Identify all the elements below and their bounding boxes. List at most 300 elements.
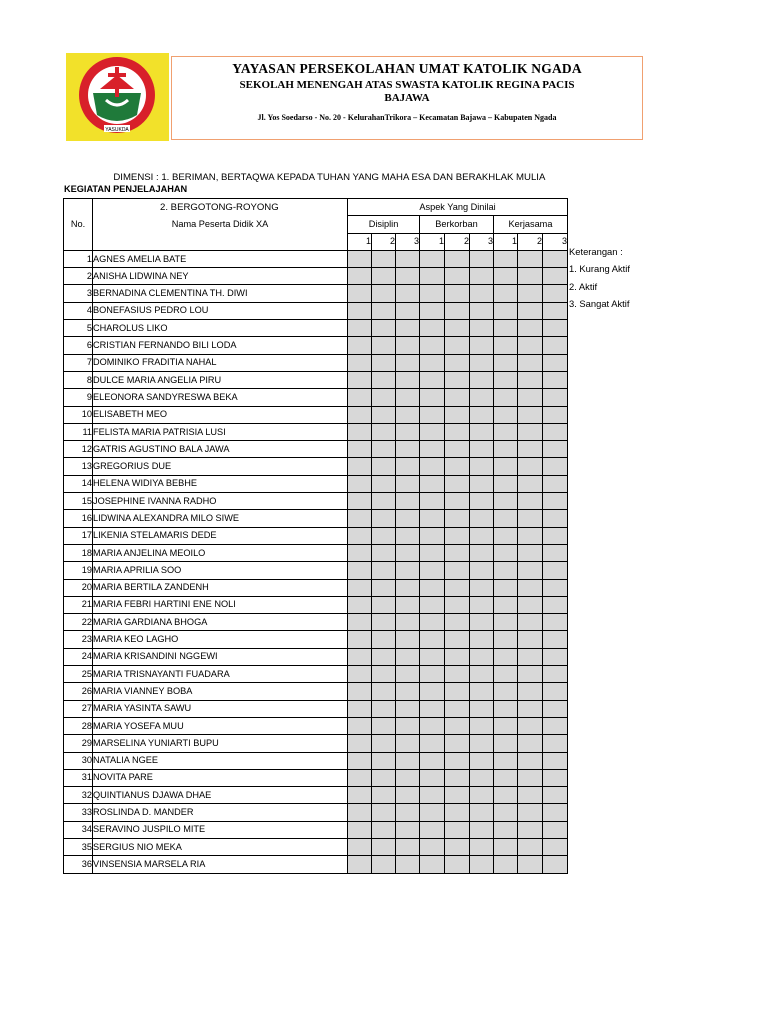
score-cell[interactable] <box>348 475 372 492</box>
score-cell[interactable] <box>494 406 518 423</box>
score-cell[interactable] <box>445 821 470 838</box>
score-cell[interactable] <box>348 666 372 683</box>
score-cell[interactable] <box>445 562 470 579</box>
score-cell[interactable] <box>543 493 568 510</box>
score-cell[interactable] <box>518 666 543 683</box>
score-cell[interactable] <box>372 666 396 683</box>
score-cell[interactable] <box>396 821 420 838</box>
score-cell[interactable] <box>518 838 543 855</box>
score-cell[interactable] <box>396 804 420 821</box>
score-cell[interactable] <box>420 735 445 752</box>
score-cell[interactable] <box>518 302 543 319</box>
score-cell[interactable] <box>396 717 420 734</box>
score-cell[interactable] <box>518 787 543 804</box>
score-cell[interactable] <box>445 683 470 700</box>
score-cell[interactable] <box>543 510 568 527</box>
score-cell[interactable] <box>348 614 372 631</box>
score-cell[interactable] <box>470 631 494 648</box>
score-cell[interactable] <box>470 493 494 510</box>
score-cell[interactable] <box>470 441 494 458</box>
score-cell[interactable] <box>396 441 420 458</box>
score-cell[interactable] <box>445 423 470 440</box>
score-cell[interactable] <box>518 458 543 475</box>
score-cell[interactable] <box>470 752 494 769</box>
score-cell[interactable] <box>518 389 543 406</box>
score-cell[interactable] <box>420 648 445 665</box>
score-cell[interactable] <box>543 423 568 440</box>
score-cell[interactable] <box>518 735 543 752</box>
score-cell[interactable] <box>445 250 470 267</box>
score-cell[interactable] <box>470 475 494 492</box>
score-cell[interactable] <box>348 527 372 544</box>
score-cell[interactable] <box>518 804 543 821</box>
score-cell[interactable] <box>445 441 470 458</box>
score-cell[interactable] <box>543 562 568 579</box>
score-cell[interactable] <box>396 700 420 717</box>
score-cell[interactable] <box>420 717 445 734</box>
score-cell[interactable] <box>372 717 396 734</box>
score-cell[interactable] <box>396 838 420 855</box>
score-cell[interactable] <box>420 250 445 267</box>
score-cell[interactable] <box>470 337 494 354</box>
score-cell[interactable] <box>372 250 396 267</box>
score-cell[interactable] <box>494 735 518 752</box>
score-cell[interactable] <box>518 544 543 561</box>
score-cell[interactable] <box>518 579 543 596</box>
score-cell[interactable] <box>396 268 420 285</box>
score-cell[interactable] <box>372 838 396 855</box>
score-cell[interactable] <box>445 752 470 769</box>
score-cell[interactable] <box>445 648 470 665</box>
score-cell[interactable] <box>470 735 494 752</box>
score-cell[interactable] <box>470 596 494 613</box>
score-cell[interactable] <box>494 250 518 267</box>
score-cell[interactable] <box>348 596 372 613</box>
score-cell[interactable] <box>518 354 543 371</box>
score-cell[interactable] <box>420 666 445 683</box>
score-cell[interactable] <box>518 423 543 440</box>
score-cell[interactable] <box>518 493 543 510</box>
score-cell[interactable] <box>420 285 445 302</box>
score-cell[interactable] <box>518 527 543 544</box>
score-cell[interactable] <box>372 423 396 440</box>
score-cell[interactable] <box>372 493 396 510</box>
score-cell[interactable] <box>396 371 420 388</box>
score-cell[interactable] <box>445 544 470 561</box>
score-cell[interactable] <box>420 354 445 371</box>
score-cell[interactable] <box>470 389 494 406</box>
score-cell[interactable] <box>543 389 568 406</box>
score-cell[interactable] <box>518 821 543 838</box>
score-cell[interactable] <box>470 320 494 337</box>
score-cell[interactable] <box>445 302 470 319</box>
score-cell[interactable] <box>348 354 372 371</box>
score-cell[interactable] <box>420 337 445 354</box>
score-cell[interactable] <box>372 371 396 388</box>
score-cell[interactable] <box>470 856 494 873</box>
score-cell[interactable] <box>543 475 568 492</box>
score-cell[interactable] <box>494 510 518 527</box>
score-cell[interactable] <box>396 562 420 579</box>
score-cell[interactable] <box>470 302 494 319</box>
score-cell[interactable] <box>494 838 518 855</box>
score-cell[interactable] <box>470 787 494 804</box>
score-cell[interactable] <box>396 458 420 475</box>
score-cell[interactable] <box>543 337 568 354</box>
score-cell[interactable] <box>445 337 470 354</box>
score-cell[interactable] <box>372 337 396 354</box>
score-cell[interactable] <box>348 700 372 717</box>
score-cell[interactable] <box>396 527 420 544</box>
score-cell[interactable] <box>494 475 518 492</box>
score-cell[interactable] <box>543 596 568 613</box>
score-cell[interactable] <box>494 285 518 302</box>
score-cell[interactable] <box>348 250 372 267</box>
score-cell[interactable] <box>420 389 445 406</box>
score-cell[interactable] <box>494 493 518 510</box>
score-cell[interactable] <box>470 648 494 665</box>
score-cell[interactable] <box>348 406 372 423</box>
score-cell[interactable] <box>543 648 568 665</box>
score-cell[interactable] <box>470 510 494 527</box>
score-cell[interactable] <box>470 371 494 388</box>
score-cell[interactable] <box>445 631 470 648</box>
score-cell[interactable] <box>372 268 396 285</box>
score-cell[interactable] <box>348 856 372 873</box>
score-cell[interactable] <box>420 268 445 285</box>
score-cell[interactable] <box>445 475 470 492</box>
score-cell[interactable] <box>445 838 470 855</box>
score-cell[interactable] <box>348 458 372 475</box>
score-cell[interactable] <box>518 631 543 648</box>
score-cell[interactable] <box>518 596 543 613</box>
score-cell[interactable] <box>372 544 396 561</box>
score-cell[interactable] <box>445 596 470 613</box>
score-cell[interactable] <box>445 579 470 596</box>
score-cell[interactable] <box>445 614 470 631</box>
score-cell[interactable] <box>543 614 568 631</box>
score-cell[interactable] <box>396 320 420 337</box>
score-cell[interactable] <box>518 700 543 717</box>
score-cell[interactable] <box>445 769 470 786</box>
score-cell[interactable] <box>518 683 543 700</box>
score-cell[interactable] <box>543 666 568 683</box>
score-cell[interactable] <box>494 614 518 631</box>
score-cell[interactable] <box>396 423 420 440</box>
score-cell[interactable] <box>470 821 494 838</box>
score-cell[interactable] <box>445 787 470 804</box>
score-cell[interactable] <box>420 579 445 596</box>
score-cell[interactable] <box>518 285 543 302</box>
score-cell[interactable] <box>470 285 494 302</box>
score-cell[interactable] <box>543 735 568 752</box>
score-cell[interactable] <box>445 856 470 873</box>
score-cell[interactable] <box>470 683 494 700</box>
score-cell[interactable] <box>494 302 518 319</box>
score-cell[interactable] <box>494 527 518 544</box>
score-cell[interactable] <box>470 250 494 267</box>
score-cell[interactable] <box>372 579 396 596</box>
score-cell[interactable] <box>518 441 543 458</box>
score-cell[interactable] <box>543 268 568 285</box>
score-cell[interactable] <box>494 320 518 337</box>
score-cell[interactable] <box>494 631 518 648</box>
score-cell[interactable] <box>543 838 568 855</box>
score-cell[interactable] <box>494 596 518 613</box>
score-cell[interactable] <box>372 320 396 337</box>
score-cell[interactable] <box>470 579 494 596</box>
score-cell[interactable] <box>543 406 568 423</box>
score-cell[interactable] <box>470 458 494 475</box>
score-cell[interactable] <box>445 510 470 527</box>
score-cell[interactable] <box>396 354 420 371</box>
score-cell[interactable] <box>445 804 470 821</box>
score-cell[interactable] <box>445 458 470 475</box>
score-cell[interactable] <box>396 596 420 613</box>
score-cell[interactable] <box>420 441 445 458</box>
score-cell[interactable] <box>494 562 518 579</box>
score-cell[interactable] <box>543 821 568 838</box>
score-cell[interactable] <box>372 856 396 873</box>
score-cell[interactable] <box>372 389 396 406</box>
score-cell[interactable] <box>470 838 494 855</box>
score-cell[interactable] <box>348 648 372 665</box>
score-cell[interactable] <box>445 389 470 406</box>
score-cell[interactable] <box>372 769 396 786</box>
score-cell[interactable] <box>543 371 568 388</box>
score-cell[interactable] <box>348 423 372 440</box>
score-cell[interactable] <box>470 666 494 683</box>
score-cell[interactable] <box>396 856 420 873</box>
score-cell[interactable] <box>372 752 396 769</box>
score-cell[interactable] <box>348 493 372 510</box>
score-cell[interactable] <box>396 337 420 354</box>
score-cell[interactable] <box>543 856 568 873</box>
score-cell[interactable] <box>348 544 372 561</box>
score-cell[interactable] <box>420 320 445 337</box>
score-cell[interactable] <box>372 821 396 838</box>
score-cell[interactable] <box>470 700 494 717</box>
score-cell[interactable] <box>396 631 420 648</box>
score-cell[interactable] <box>543 579 568 596</box>
score-cell[interactable] <box>445 717 470 734</box>
score-cell[interactable] <box>372 648 396 665</box>
score-cell[interactable] <box>396 493 420 510</box>
score-cell[interactable] <box>396 579 420 596</box>
score-cell[interactable] <box>470 268 494 285</box>
score-cell[interactable] <box>445 354 470 371</box>
score-cell[interactable] <box>420 683 445 700</box>
score-cell[interactable] <box>372 510 396 527</box>
score-cell[interactable] <box>494 441 518 458</box>
score-cell[interactable] <box>372 700 396 717</box>
score-cell[interactable] <box>396 787 420 804</box>
score-cell[interactable] <box>396 285 420 302</box>
score-cell[interactable] <box>494 769 518 786</box>
score-cell[interactable] <box>348 285 372 302</box>
score-cell[interactable] <box>372 631 396 648</box>
score-cell[interactable] <box>470 804 494 821</box>
score-cell[interactable] <box>543 717 568 734</box>
score-cell[interactable] <box>494 544 518 561</box>
score-cell[interactable] <box>420 475 445 492</box>
score-cell[interactable] <box>348 717 372 734</box>
score-cell[interactable] <box>420 406 445 423</box>
score-cell[interactable] <box>543 354 568 371</box>
score-cell[interactable] <box>445 371 470 388</box>
score-cell[interactable] <box>372 302 396 319</box>
score-cell[interactable] <box>348 389 372 406</box>
score-cell[interactable] <box>518 752 543 769</box>
score-cell[interactable] <box>470 406 494 423</box>
score-cell[interactable] <box>543 320 568 337</box>
score-cell[interactable] <box>470 769 494 786</box>
score-cell[interactable] <box>348 821 372 838</box>
score-cell[interactable] <box>445 285 470 302</box>
score-cell[interactable] <box>470 562 494 579</box>
score-cell[interactable] <box>348 371 372 388</box>
score-cell[interactable] <box>470 423 494 440</box>
score-cell[interactable] <box>420 631 445 648</box>
score-cell[interactable] <box>420 856 445 873</box>
score-cell[interactable] <box>445 268 470 285</box>
score-cell[interactable] <box>420 787 445 804</box>
score-cell[interactable] <box>494 268 518 285</box>
score-cell[interactable] <box>372 285 396 302</box>
score-cell[interactable] <box>372 406 396 423</box>
score-cell[interactable] <box>396 735 420 752</box>
score-cell[interactable] <box>518 475 543 492</box>
score-cell[interactable] <box>396 648 420 665</box>
score-cell[interactable] <box>494 700 518 717</box>
score-cell[interactable] <box>543 250 568 267</box>
score-cell[interactable] <box>372 596 396 613</box>
score-cell[interactable] <box>348 838 372 855</box>
score-cell[interactable] <box>396 614 420 631</box>
score-cell[interactable] <box>420 838 445 855</box>
score-cell[interactable] <box>494 752 518 769</box>
score-cell[interactable] <box>372 614 396 631</box>
score-cell[interactable] <box>420 700 445 717</box>
score-cell[interactable] <box>445 527 470 544</box>
score-cell[interactable] <box>396 510 420 527</box>
score-cell[interactable] <box>518 250 543 267</box>
score-cell[interactable] <box>470 544 494 561</box>
score-cell[interactable] <box>494 787 518 804</box>
score-cell[interactable] <box>543 700 568 717</box>
score-cell[interactable] <box>396 683 420 700</box>
score-cell[interactable] <box>518 614 543 631</box>
score-cell[interactable] <box>543 544 568 561</box>
score-cell[interactable] <box>518 648 543 665</box>
score-cell[interactable] <box>372 475 396 492</box>
score-cell[interactable] <box>518 320 543 337</box>
score-cell[interactable] <box>348 302 372 319</box>
score-cell[interactable] <box>518 268 543 285</box>
score-cell[interactable] <box>470 614 494 631</box>
score-cell[interactable] <box>494 717 518 734</box>
score-cell[interactable] <box>420 302 445 319</box>
score-cell[interactable] <box>420 493 445 510</box>
score-cell[interactable] <box>420 423 445 440</box>
score-cell[interactable] <box>372 735 396 752</box>
score-cell[interactable] <box>348 683 372 700</box>
score-cell[interactable] <box>420 544 445 561</box>
score-cell[interactable] <box>518 337 543 354</box>
score-cell[interactable] <box>420 510 445 527</box>
score-cell[interactable] <box>494 856 518 873</box>
score-cell[interactable] <box>494 371 518 388</box>
score-cell[interactable] <box>518 769 543 786</box>
score-cell[interactable] <box>518 856 543 873</box>
score-cell[interactable] <box>470 717 494 734</box>
score-cell[interactable] <box>494 821 518 838</box>
score-cell[interactable] <box>420 614 445 631</box>
score-cell[interactable] <box>348 769 372 786</box>
score-cell[interactable] <box>543 527 568 544</box>
score-cell[interactable] <box>494 804 518 821</box>
score-cell[interactable] <box>348 320 372 337</box>
score-cell[interactable] <box>348 510 372 527</box>
score-cell[interactable] <box>372 804 396 821</box>
score-cell[interactable] <box>372 787 396 804</box>
score-cell[interactable] <box>543 458 568 475</box>
score-cell[interactable] <box>348 752 372 769</box>
score-cell[interactable] <box>396 666 420 683</box>
score-cell[interactable] <box>396 475 420 492</box>
score-cell[interactable] <box>420 804 445 821</box>
score-cell[interactable] <box>348 562 372 579</box>
score-cell[interactable] <box>445 493 470 510</box>
score-cell[interactable] <box>543 302 568 319</box>
score-cell[interactable] <box>470 354 494 371</box>
score-cell[interactable] <box>518 717 543 734</box>
score-cell[interactable] <box>348 579 372 596</box>
score-cell[interactable] <box>518 510 543 527</box>
score-cell[interactable] <box>420 371 445 388</box>
score-cell[interactable] <box>420 769 445 786</box>
score-cell[interactable] <box>494 648 518 665</box>
score-cell[interactable] <box>348 441 372 458</box>
score-cell[interactable] <box>494 389 518 406</box>
score-cell[interactable] <box>420 596 445 613</box>
score-cell[interactable] <box>543 683 568 700</box>
score-cell[interactable] <box>348 804 372 821</box>
score-cell[interactable] <box>494 337 518 354</box>
score-cell[interactable] <box>445 406 470 423</box>
score-cell[interactable] <box>543 787 568 804</box>
score-cell[interactable] <box>420 752 445 769</box>
score-cell[interactable] <box>543 804 568 821</box>
score-cell[interactable] <box>494 579 518 596</box>
score-cell[interactable] <box>543 285 568 302</box>
score-cell[interactable] <box>445 700 470 717</box>
score-cell[interactable] <box>494 458 518 475</box>
score-cell[interactable] <box>494 666 518 683</box>
score-cell[interactable] <box>543 769 568 786</box>
score-cell[interactable] <box>445 735 470 752</box>
score-cell[interactable] <box>470 527 494 544</box>
score-cell[interactable] <box>543 631 568 648</box>
score-cell[interactable] <box>420 562 445 579</box>
score-cell[interactable] <box>396 250 420 267</box>
score-cell[interactable] <box>543 752 568 769</box>
score-cell[interactable] <box>445 666 470 683</box>
score-cell[interactable] <box>372 441 396 458</box>
score-cell[interactable] <box>348 268 372 285</box>
score-cell[interactable] <box>348 735 372 752</box>
score-cell[interactable] <box>348 631 372 648</box>
